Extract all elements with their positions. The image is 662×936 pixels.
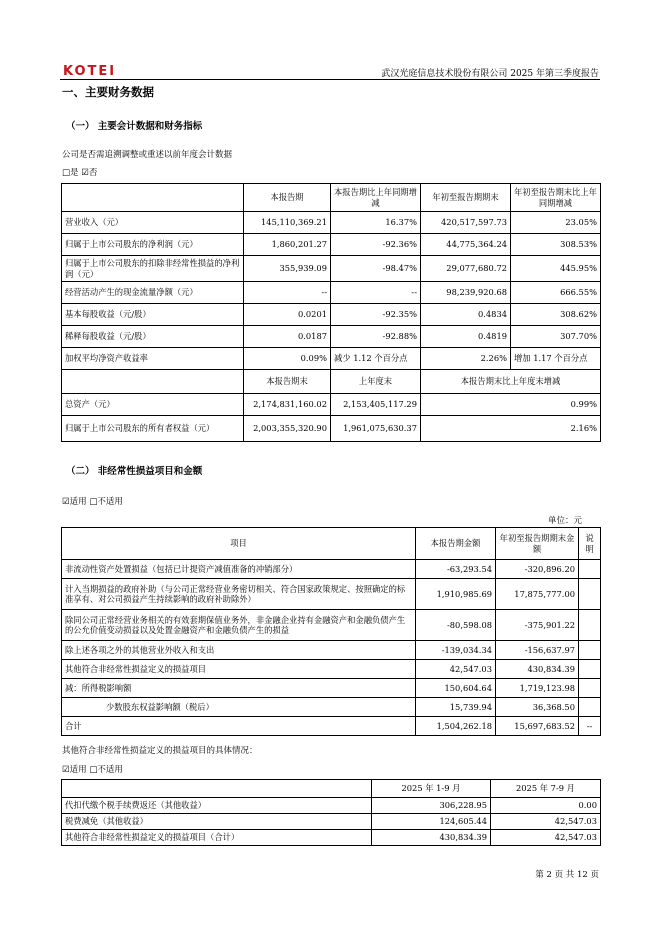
table-row: 归属于上市公司股东的净利润（元） 1,860,201.27 -92.36% 44,775,364.24 308.53% bbox=[62, 234, 601, 256]
report-title: 武汉光庭信息技术股份有限公司 2025 年第三季度报告 bbox=[381, 69, 599, 79]
table-row: 其他符合非经常性损益定义的损益项目 42,547.03 430,834.39 bbox=[62, 660, 601, 679]
table-row: 基本每股收益（元/股） 0.0201 -92.35% 0.4834 308.62% bbox=[62, 304, 601, 326]
other-items-title: 其他符合非经常性损益定义的损益项目的具体情况： bbox=[62, 746, 258, 756]
other-items-table bbox=[61, 779, 601, 846]
subsection-title-1: （一） 主要会计数据和财务指标 bbox=[66, 121, 203, 132]
table-row: 税费减免（其他收益） 124,605.44 42,547.03 bbox=[62, 814, 601, 830]
page-number: 第 2 页 共 12 页 bbox=[535, 870, 599, 880]
table-row: 除同公司正常经营业务相关的有效套期保值业务外，非金融企业持有金融资产和金融负债产生的公允价值变动损益以及处置金融资产和金融负债产生的损益 -80,598.08 -375,901.22 bbox=[62, 610, 601, 641]
table-row: 稀释每股收益（元/股） 0.0187 -92.88% 0.4819 307.70% bbox=[62, 326, 601, 348]
table-row: 减：所得税影响额 150,604.64 1,719,123.98 bbox=[62, 679, 601, 698]
unit-label: 单位：元 bbox=[548, 516, 583, 526]
table-row: 计入当期损益的政府补助（与公司正常经营业务密切相关、符合国家政策规定、按照确定的标准享有、对公司损益产生持续影响的政府补助除外） 1,910,985.69 17,875,777.00 bbox=[62, 579, 601, 610]
applicable-indicator-1: ☑适用 □不适用 bbox=[62, 497, 123, 507]
main-financial-table bbox=[61, 183, 601, 442]
table-row: 少数股东权益影响额（税后） 15,739.94 36,368.50 bbox=[62, 698, 601, 717]
table-row: 加权平均净资产收益率 0.09% 减少 1.12 个百分点 2.26% 增加 1.17 个百分点 bbox=[62, 348, 601, 370]
table-header-row: 2025 年 1-9 月 2025 年 7-9 月 bbox=[62, 780, 601, 798]
subsection-title-2: （二） 非经常性损益项目和金额 bbox=[66, 466, 203, 477]
table-row: 代扣代缴个税手续费返还（其他收益） 306,228.95 0.00 bbox=[62, 798, 601, 814]
table-subheader-row: 本报告期末 上年度末 本报告期末比上年度末增减 bbox=[62, 370, 601, 394]
table-row: 非流动性资产处置损益（包括已计提资产减值准备的冲销部分） -63,293.54 -320,896.20 bbox=[62, 560, 601, 579]
table-row: 其他符合非经常性损益定义的损益项目（合计） 430,834.39 42,547.03 bbox=[62, 830, 601, 846]
company-logo: KOTEI bbox=[63, 64, 117, 79]
section-title: 一、主要财务数据 bbox=[62, 85, 154, 99]
table-row: 归属于上市公司股东的扣除非经常性损益的净利润（元） 355,939.09 -98.47% 29,077,680.72 445.95% bbox=[62, 256, 601, 282]
table-row: 除上述各项之外的其他营业外收入和支出 -139,034.34 -156,637.97 bbox=[62, 641, 601, 660]
table-header-row: 本报告期 本报告期比上年同期增减 年初至报告期期末 年初至报告期末比上年同期增减 bbox=[62, 184, 601, 212]
header-divider bbox=[60, 79, 600, 80]
table-row: 营业收入（元） 145,110,369.21 16.37% 420,517,597.73 23.05% bbox=[62, 212, 601, 234]
table-row: 归属于上市公司股东的所有者权益（元） 2,003,355,320.90 1,961,075,630.37 2.16% bbox=[62, 416, 601, 442]
table-total-row: 合计 1,504,262.18 15,697,683.52 -- bbox=[62, 717, 601, 736]
applicable-indicator-2: ☑适用 □不适用 bbox=[62, 765, 123, 775]
table-row: 总资产（元） 2,174,831,160.02 2,153,405,117.29 0.99% bbox=[62, 394, 601, 416]
table-header-row: 项目 本报告期金额 年初至报告期期末金额 说明 bbox=[62, 528, 601, 560]
restate-options: □是 ☑否 bbox=[62, 168, 98, 178]
table-row: 经营活动产生的现金流量净额（元） -- -- 98,239,920.68 666.55% bbox=[62, 282, 601, 304]
non-recurring-table bbox=[61, 527, 601, 736]
restate-question: 公司是否需追溯调整或重述以前年度会计数据 bbox=[62, 150, 233, 160]
